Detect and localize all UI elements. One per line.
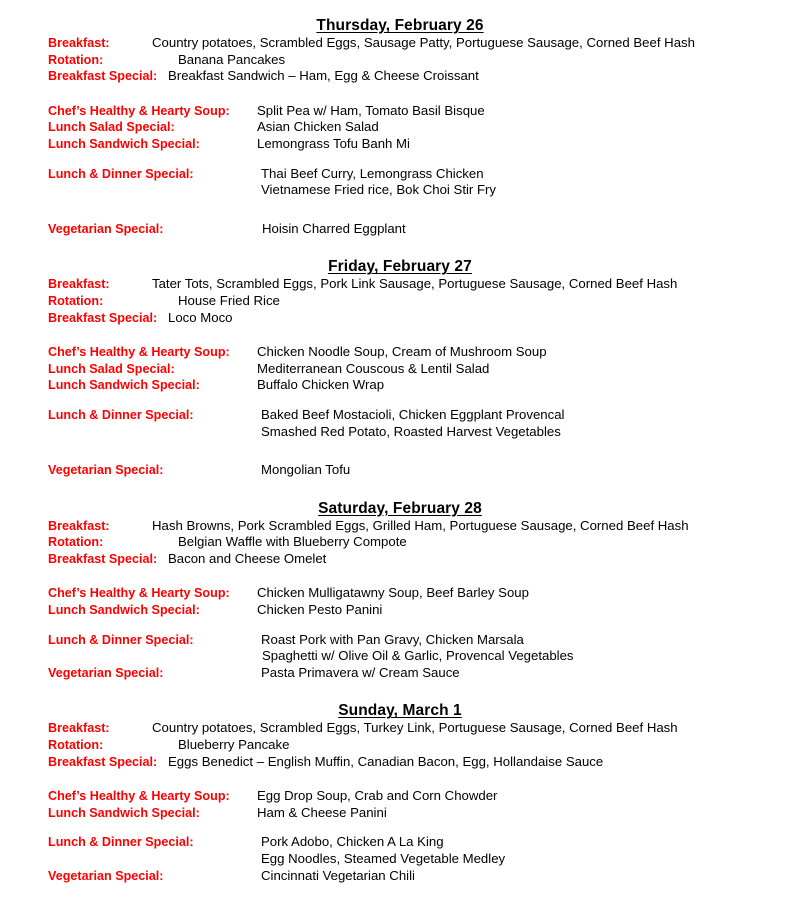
menu-row: [0, 737, 800, 754]
row-value: Country potatoes, Scrambled Eggs, Sausage Patty, Portuguese Sausage, Corned Beef Hash: [152, 35, 695, 50]
row-label: Chef’s Healthy & Hearty Soup:: [48, 345, 230, 360]
row-value: Egg Noodles, Steamed Vegetable Medley: [261, 851, 506, 866]
breakfast-block: [0, 35, 800, 85]
row-label: Lunch & Dinner Special:: [48, 166, 194, 181]
row-label: Lunch Sandwich Special:: [48, 136, 200, 151]
menu-row: [0, 103, 800, 120]
menu-row-continuation: [0, 424, 800, 441]
lunch-block: [0, 344, 800, 479]
menu-row: [0, 361, 800, 378]
row-label: Breakfast:: [48, 721, 110, 736]
breakfast-block: [0, 276, 800, 326]
day-heading: [0, 499, 800, 518]
row-value: Blueberry Pancake: [178, 737, 290, 753]
row-label: Lunch Sandwich Special:: [48, 603, 200, 618]
row-value: Loco Moco: [168, 309, 233, 325]
row-value: Smashed Red Potato, Roasted Harvest Vegetables: [261, 423, 561, 439]
day-heading: [0, 16, 800, 35]
menu-row-continuation: [0, 182, 800, 199]
menu-row: [0, 119, 800, 136]
day-heading-text: Saturday, February 28: [318, 499, 482, 517]
menu-row: [0, 665, 800, 682]
menu-row: [0, 166, 800, 183]
menu-row: [0, 293, 800, 310]
row-value: Baked Beef Mostacioli, Chicken Eggplant Provencal: [261, 406, 565, 422]
menu-row: [0, 68, 800, 85]
row-label: Lunch Sandwich Special:: [48, 378, 200, 393]
row-value: Mongolian Tofu: [261, 462, 351, 478]
row-value: Bacon and Cheese Omelet: [168, 550, 327, 566]
row-value: Belgian Waffle with Blueberry Compote: [178, 534, 407, 550]
row-label: Vegetarian Special:: [48, 463, 164, 478]
row-value: Pasta Primavera w/ Cream Sauce: [261, 664, 460, 680]
day-heading-text: Thursday, February 26: [316, 17, 484, 34]
row-value: Roast Pork with Pan Gravy, Chicken Marsala: [261, 631, 524, 647]
day-heading: [0, 701, 800, 720]
row-label: Vegetarian Special:: [48, 221, 164, 236]
menu-row: [0, 805, 800, 822]
row-label: Lunch Sandwich Special:: [48, 805, 200, 820]
row-label: Chef’s Healthy & Hearty Soup:: [48, 103, 230, 118]
menu-row: [0, 462, 800, 479]
row-value: Eggs Benedict – English Muffin, Canadian Bacon, Egg, Hollandaise Sauce: [168, 753, 604, 769]
row-value: Chicken Pesto Panini: [257, 602, 383, 618]
menu-row: [0, 534, 800, 551]
day-heading-text: Friday, February 27: [328, 258, 472, 276]
lunch-block: [0, 103, 800, 238]
row-value: Vietnamese Fried rice, Bok Choi Stir Fry: [261, 182, 497, 198]
row-value: Chicken Mulligatawny Soup, Beef Barley Soup: [257, 585, 529, 601]
row-label: Vegetarian Special:: [48, 868, 164, 883]
row-value: Split Pea w/ Ham, Tomato Basil Bisque: [257, 102, 485, 118]
row-value: Spaghetti w/ Olive Oil & Garlic, Provencal Vegetables: [262, 648, 574, 664]
menu-row: [0, 788, 800, 805]
row-value: Ham & Cheese Panini: [257, 804, 387, 820]
row-value: Thai Beef Curry, Lemongrass Chicken: [261, 165, 484, 181]
day-section-sunday: [0, 701, 800, 884]
row-value: House Fried Rice: [178, 292, 280, 308]
row-value: Hash Browns, Pork Scrambled Eggs, Grilled Ham, Portuguese Sausage, Corned Beef Hash: [152, 517, 689, 533]
row-value: Cincinnati Vegetarian Chili: [261, 867, 415, 883]
row-label: Vegetarian Special:: [48, 665, 164, 680]
row-value: Buffalo Chicken Wrap: [257, 377, 385, 393]
menu-row: [0, 136, 800, 153]
day-heading-text: Sunday, March 1: [338, 702, 462, 720]
lunch-block: [0, 585, 800, 681]
row-label: Lunch Salad Special:: [48, 361, 175, 376]
menu-row: [0, 720, 800, 737]
row-label: Rotation:: [48, 535, 104, 550]
row-label: Lunch & Dinner Special:: [48, 835, 194, 850]
menu-row: [0, 602, 800, 619]
row-label: Breakfast Special:: [48, 551, 158, 566]
day-heading: [0, 257, 800, 276]
row-label: Lunch & Dinner Special:: [48, 407, 194, 422]
row-label: Breakfast Special:: [48, 754, 158, 769]
row-label: Breakfast Special:: [48, 310, 158, 325]
row-value: Pork Adobo, Chicken A La King: [261, 834, 444, 850]
row-value: Banana Pancakes: [178, 51, 286, 67]
row-label: Rotation:: [48, 52, 104, 67]
row-value: Chicken Noodle Soup, Cream of Mushroom Soup: [257, 344, 547, 360]
row-label: Breakfast:: [48, 518, 110, 533]
lunch-block: [0, 788, 800, 884]
menu-row: [0, 35, 800, 52]
row-value: Lemongrass Tofu Banh Mi: [257, 135, 410, 151]
menu-row: [0, 518, 800, 535]
row-value: Country potatoes, Scrambled Eggs, Turkey Link, Portuguese Sausage, Corned Beef Hash: [152, 720, 678, 736]
row-value: Mediterranean Couscous & Lentil Salad: [257, 360, 490, 376]
menu-row: [0, 868, 800, 885]
menu-row: [0, 276, 800, 293]
menu-row: [0, 407, 800, 424]
menu-row: [0, 377, 800, 394]
menu-row-continuation: [0, 851, 800, 868]
menu-row: [0, 754, 800, 771]
row-label: Breakfast:: [48, 277, 110, 292]
row-value: Breakfast Sandwich – Ham, Egg & Cheese Croissant: [168, 68, 479, 84]
menu-row-continuation: [0, 648, 800, 665]
row-value: Asian Chicken Salad: [257, 119, 379, 135]
day-section-thursday: [0, 16, 800, 237]
day-section-saturday: [0, 499, 800, 682]
menu-row: [0, 344, 800, 361]
day-section-friday: [0, 257, 800, 478]
row-label: Breakfast:: [48, 36, 110, 50]
menu-row: [0, 632, 800, 649]
breakfast-block: [0, 518, 800, 568]
menu-row: [0, 551, 800, 568]
row-value: Hoisin Charred Eggplant: [262, 220, 406, 236]
row-label: Lunch & Dinner Special:: [48, 632, 194, 647]
row-label: Rotation:: [48, 293, 104, 308]
menu-row: [0, 310, 800, 327]
row-label: Chef’s Healthy & Hearty Soup:: [48, 789, 230, 804]
row-value: Tater Tots, Scrambled Eggs, Pork Link Sausage, Portuguese Sausage, Corned Beef Hash: [152, 276, 678, 292]
row-label: Chef’s Healthy & Hearty Soup:: [48, 586, 230, 601]
menu-row: [0, 52, 800, 69]
row-value: Egg Drop Soup, Crab and Corn Chowder: [257, 788, 498, 804]
row-label: Lunch Salad Special:: [48, 120, 175, 135]
menu-row: [0, 834, 800, 851]
row-label: Rotation:: [48, 738, 104, 753]
row-label: Breakfast Special:: [48, 69, 158, 84]
menu-row: [0, 221, 800, 238]
breakfast-block: [0, 720, 800, 770]
menu-row: [0, 585, 800, 602]
